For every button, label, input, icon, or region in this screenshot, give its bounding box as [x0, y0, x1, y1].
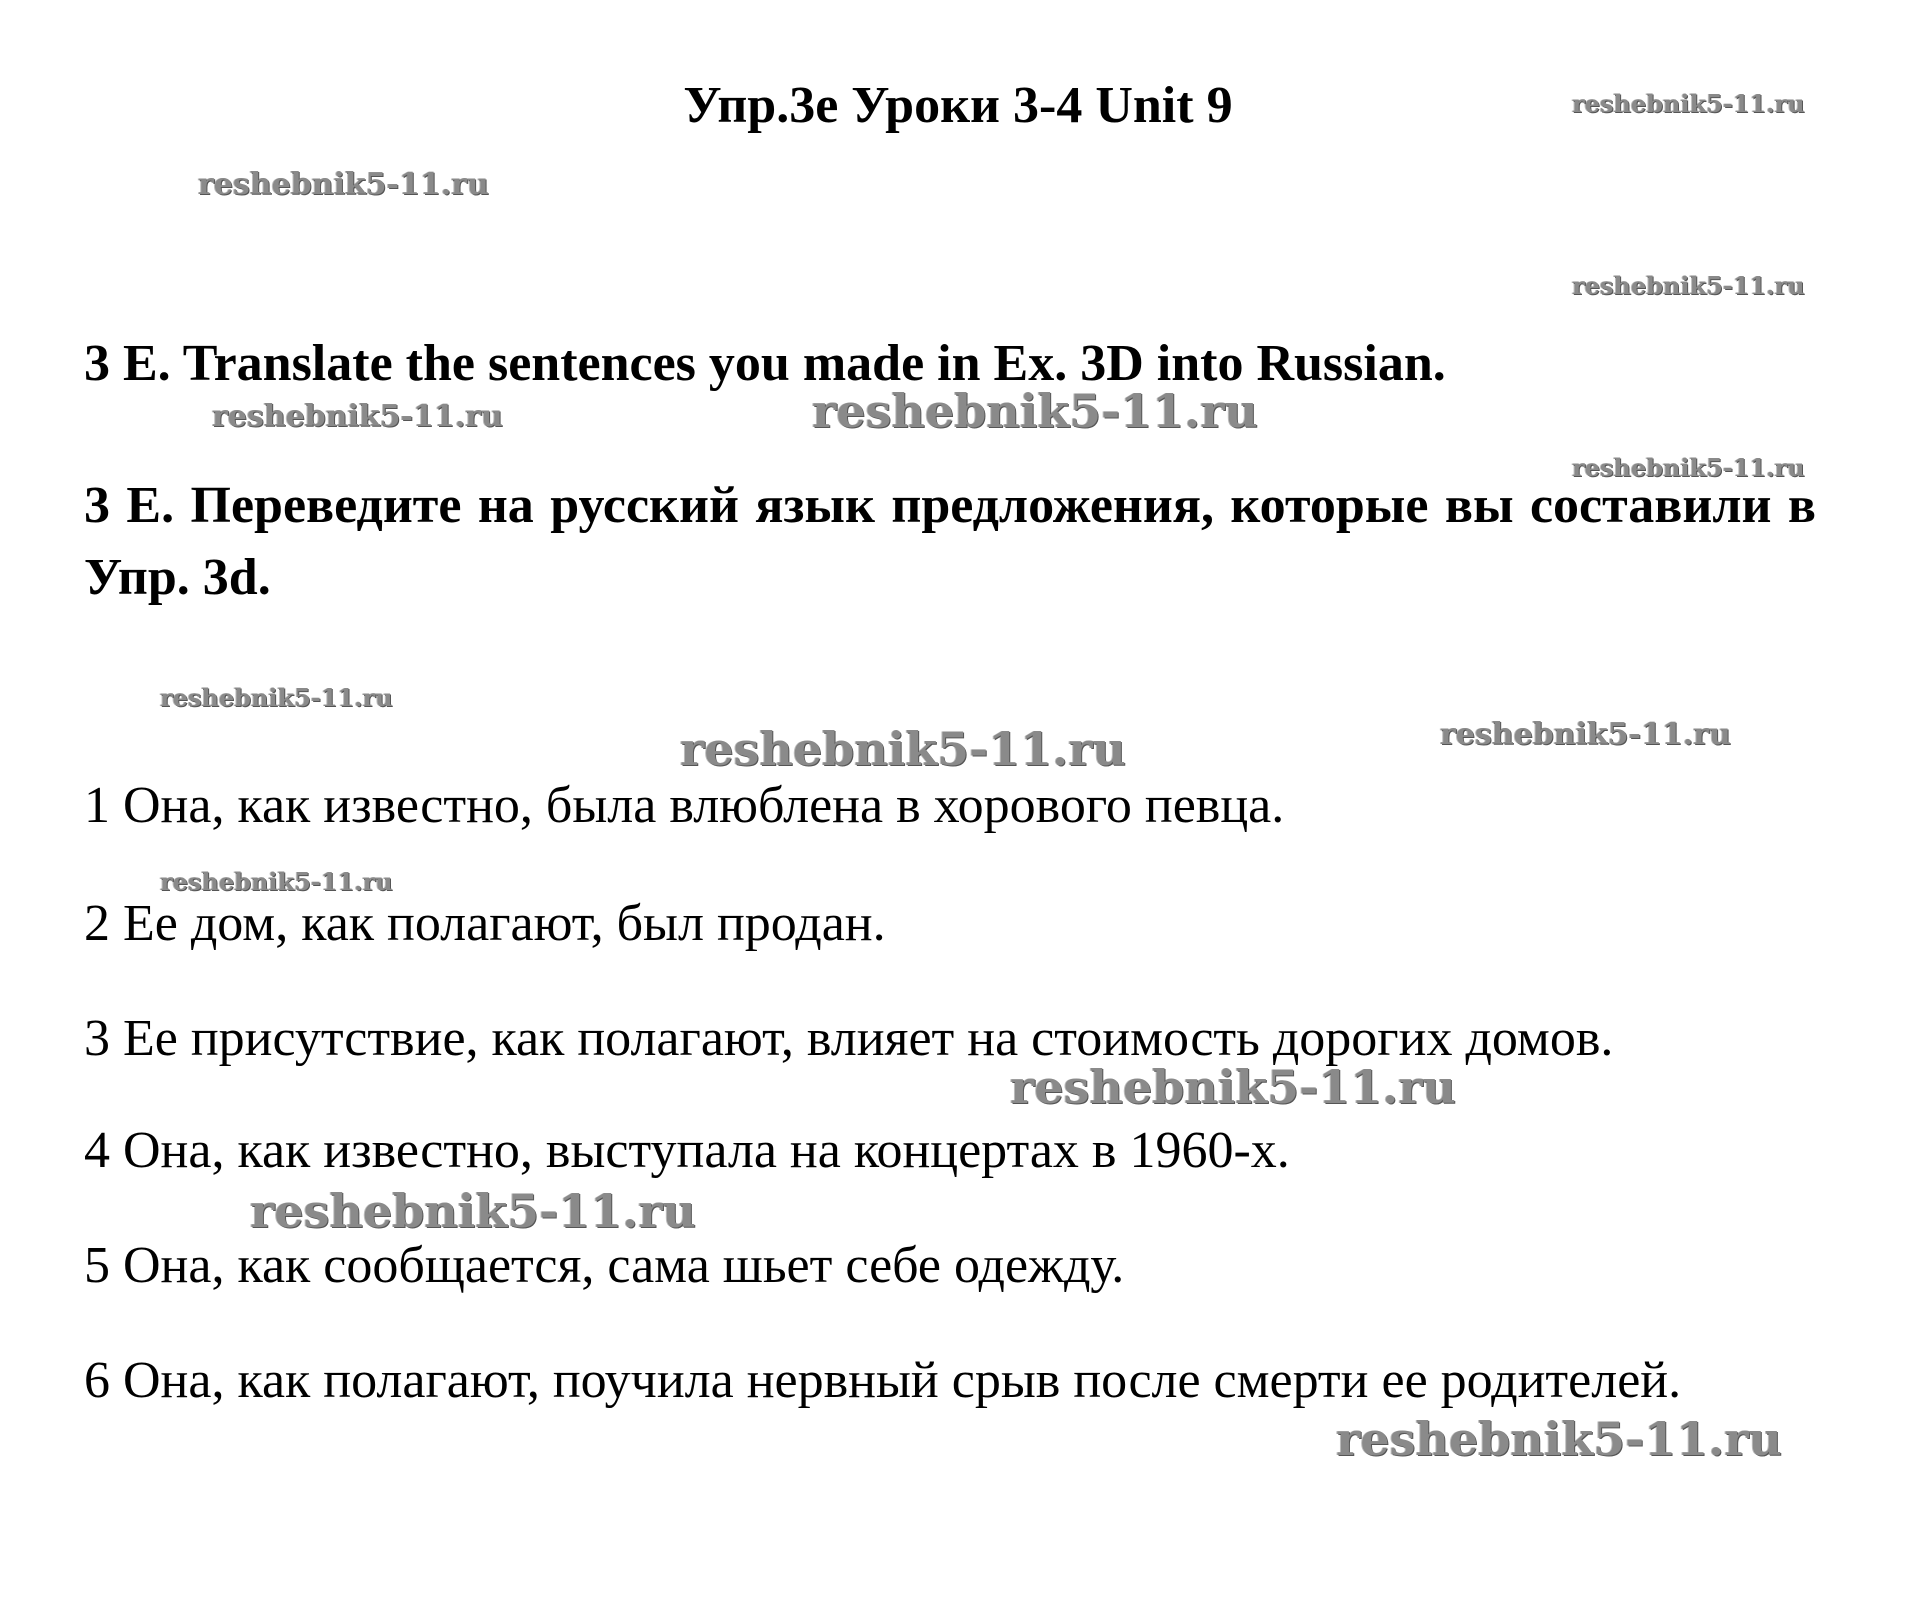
page-title: Упр.3е Уроки 3-4 Unit 9 — [683, 77, 1233, 134]
answer-5: 5 Она, как сообщается, сама шьет себе одежду. — [84, 1237, 1125, 1294]
watermark: reshebnik5-11.ru — [250, 1184, 696, 1238]
watermark: reshebnik5-11.ru — [1572, 271, 1805, 300]
watermark: reshebnik5-11.ru — [160, 683, 393, 712]
watermark: reshebnik5-11.ru — [1440, 717, 1731, 752]
watermark: reshebnik5-11.ru — [1572, 89, 1805, 118]
watermark: reshebnik5-11.ru — [812, 384, 1258, 438]
watermark: reshebnik5-11.ru — [680, 722, 1126, 776]
watermark: reshebnik5-11.ru — [1336, 1412, 1782, 1466]
watermark: reshebnik5-11.ru — [198, 167, 489, 202]
watermark: reshebnik5-11.ru — [212, 399, 503, 434]
answer-3: 3 Ее присутствие, как полагают, влияет на стоимость дорогих домов. — [84, 1010, 1614, 1067]
instruction-english: 3 E. Translate the sentences you made in Ex. 3D into Russian. — [84, 335, 1446, 392]
watermark: reshebnik5-11.ru — [1010, 1060, 1456, 1114]
instruction-russian: 3 E. Переведите на русский язык предложения, которые вы составили в Упр. 3d. — [84, 477, 1816, 606]
answer-2: 2 Ее дом, как полагают, был продан. — [84, 895, 886, 952]
answer-4: 4 Она, как известно, выступала на концертах в 1960-х. — [84, 1122, 1290, 1179]
watermark: reshebnik5-11.ru — [1572, 453, 1805, 482]
answer-1: 1 Она, как известно, была влюблена в хорового певца. — [84, 777, 1285, 834]
answer-6: 6 Она, как полагают, поучила нервный срыв после смерти ее родителей. — [84, 1352, 1682, 1409]
watermark: reshebnik5-11.ru — [160, 867, 393, 896]
